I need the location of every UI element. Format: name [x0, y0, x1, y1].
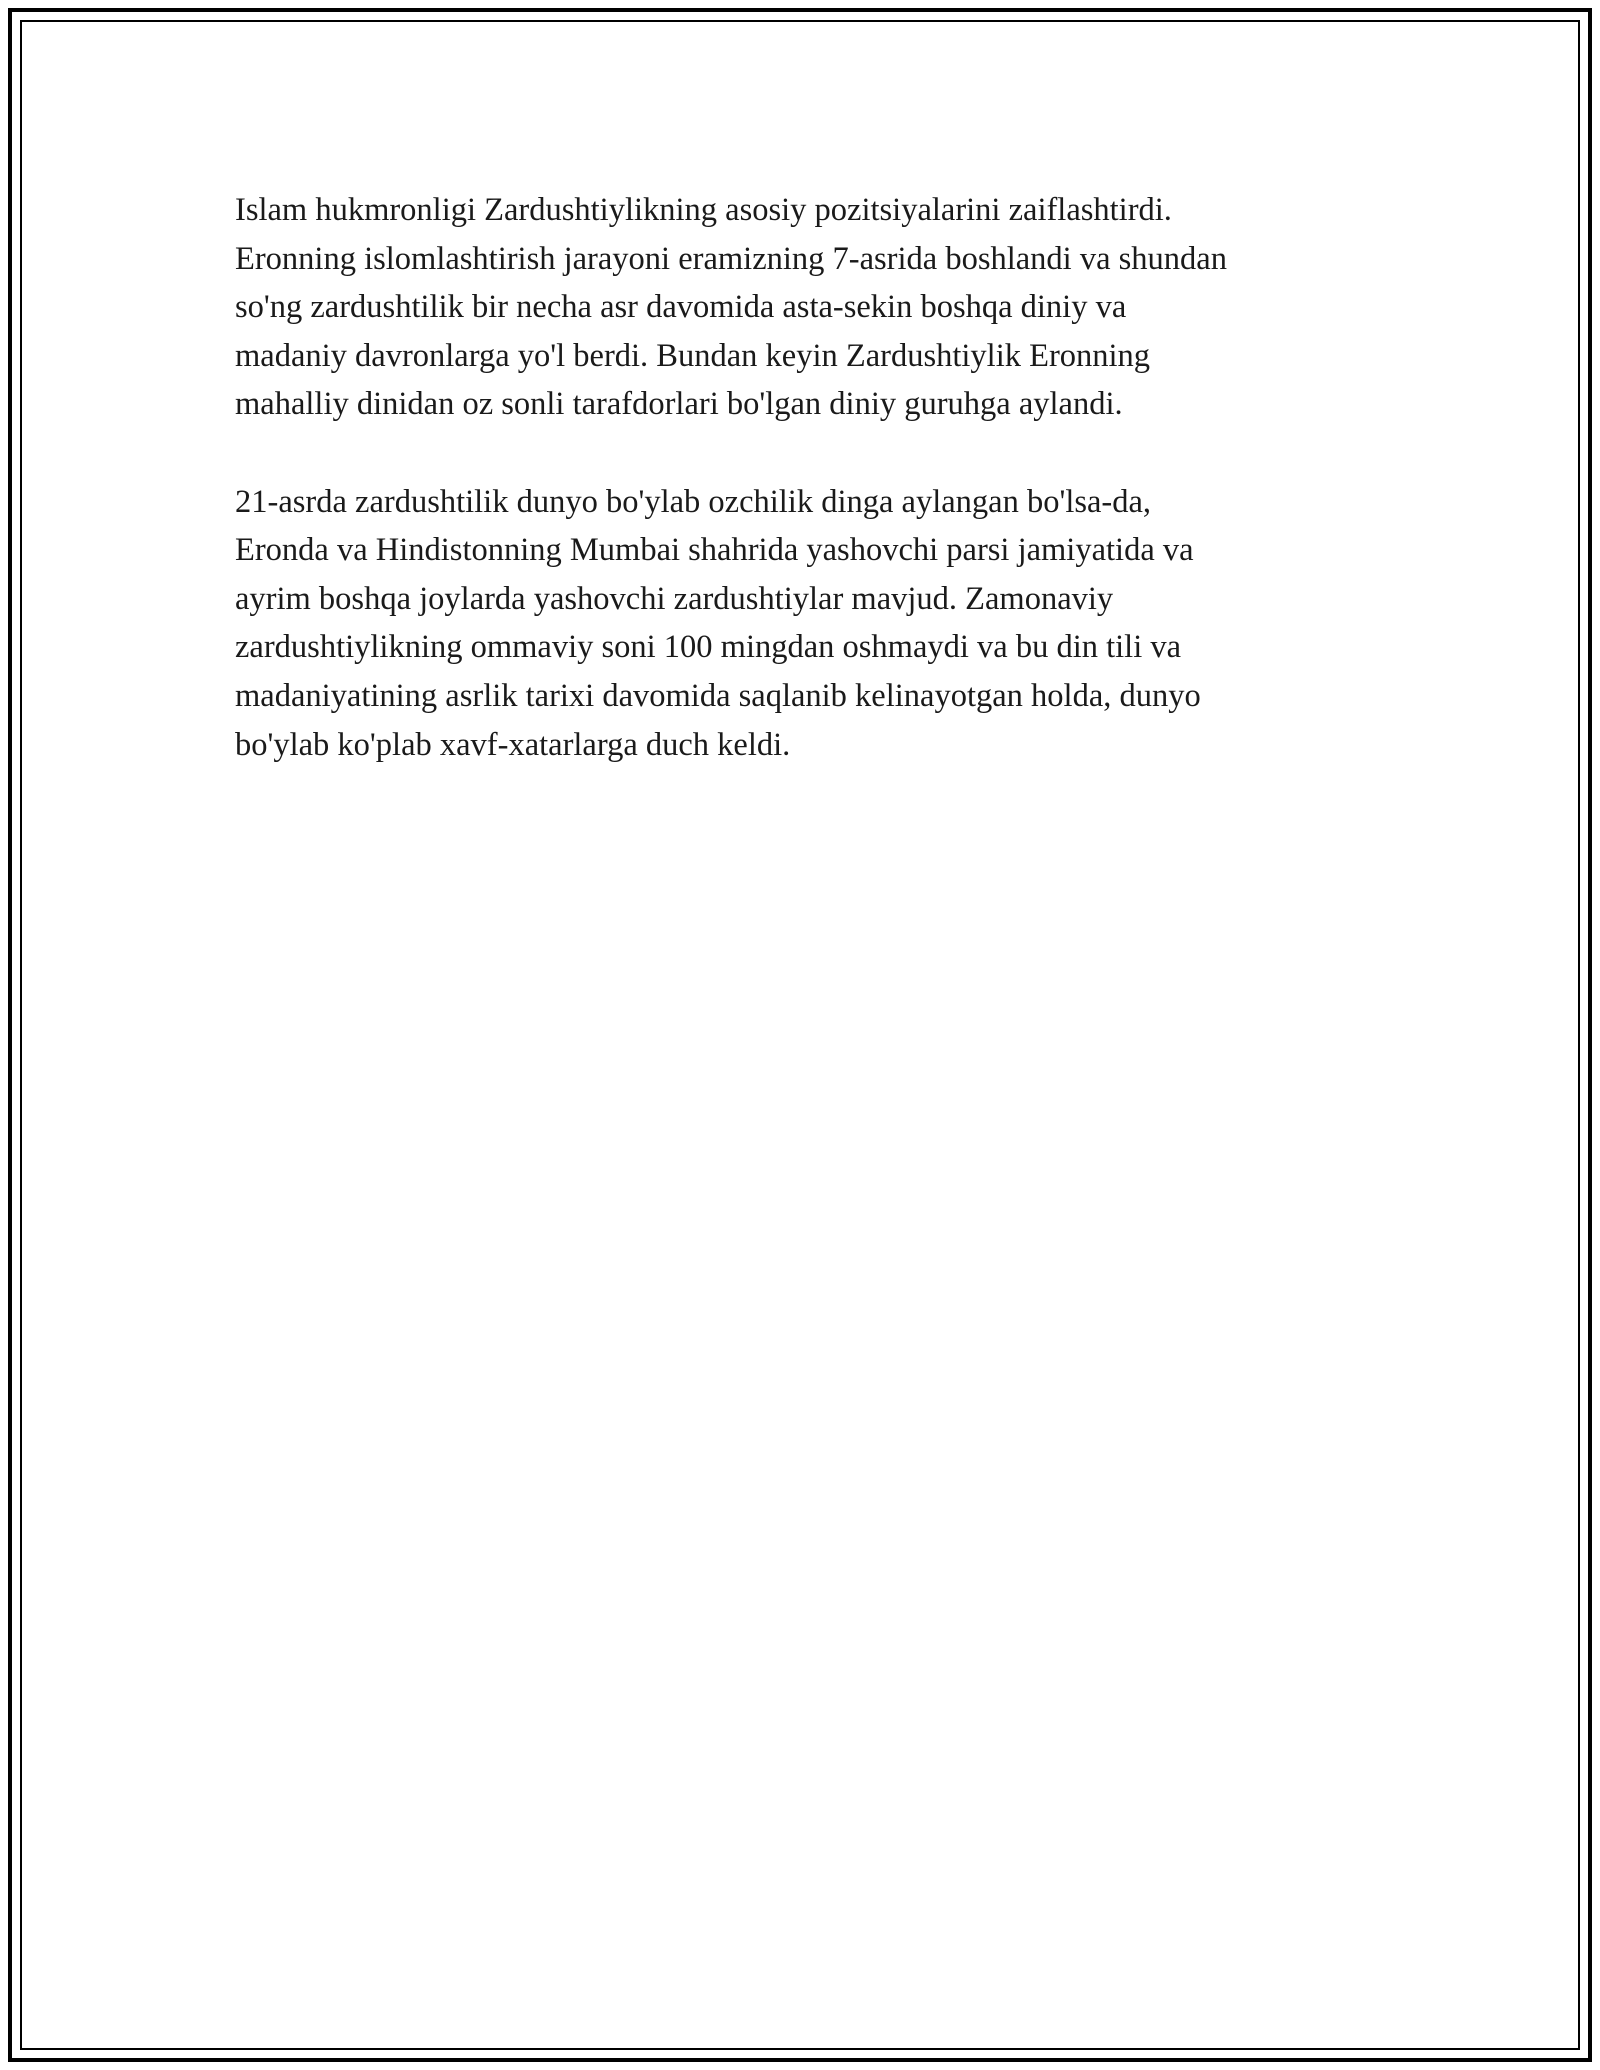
paragraph-1: Islam hukmronligi Zardushtiylikning asosiy pozitsiyalarini zaiflashtirdi. Eronning islomlashtirish jarayoni eramizning 7-asrida boshlandi va shundan so'ng zardushtilik bir necha asr davomida asta-sekin boshqa diniy va madaniy davronlarga yo'l berdi. Bundan keyin Zardushtiylik Eronning mahalliy dinidan oz sonli tarafdorlari bo'lgan diniy guruhga aylandi. [235, 192, 1227, 423]
paragraph-2: 21-asrda zardushtilik dunyo bo'ylab ozchilik dinga aylangan bo'lsa-da, Eronda va Hindistonning Mumbai shahrida yashovchi parsi jamiyatida va ayrim boshqa joylarda yashovchi zardushtiylar mavjud. Zamonaviy zardushtiylikning ommaviy soni 100 mingdan oshmaydi va bu din tili va madaniyatining asrlik tarixi davomida saqlanib kelinayotgan holda, dunyo bo'ylab ko'plab xavf-xatarlarga duch keldi. [235, 483, 1201, 763]
document-body [235, 186, 1375, 818]
